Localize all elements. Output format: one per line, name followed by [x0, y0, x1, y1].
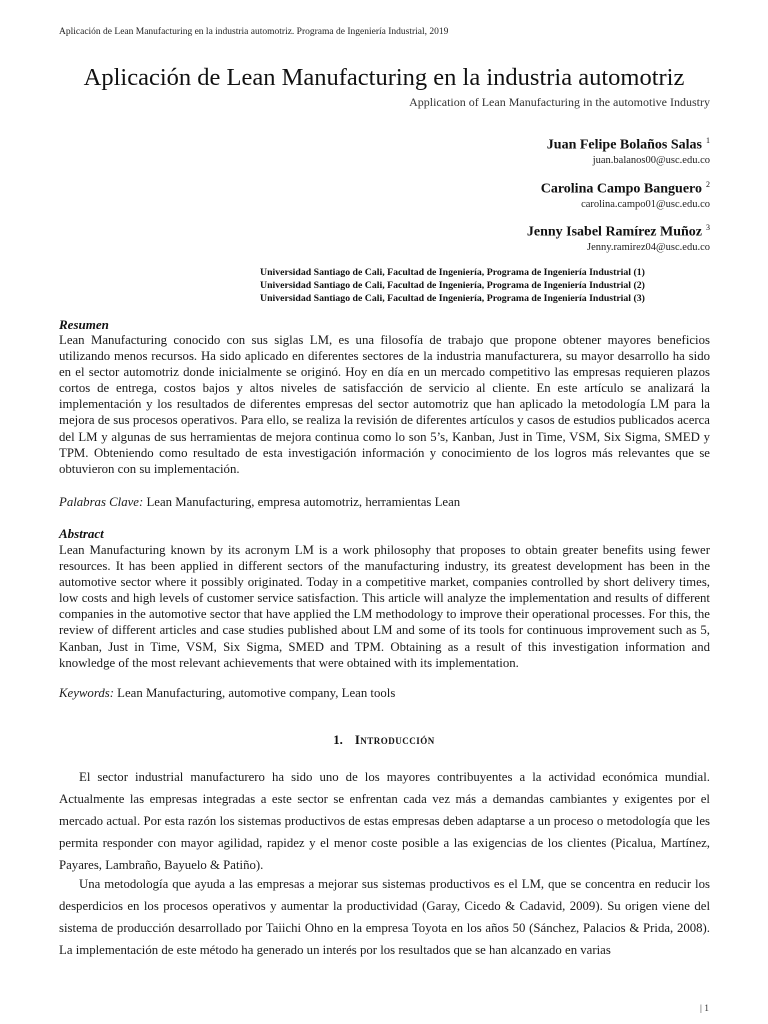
author-block-1 [547, 136, 710, 166]
abstract-heading: Abstract [59, 526, 104, 541]
resumen-text: Lean Manufacturing conocido con sus siglas LM, es una filosofía de trabajo que propone obtener mayores beneficios utilizando menos recursos. Ha sido aplicado en diferentes sectores de la industria manufacturera, su mayor desarrollo ha sido en el sector automotriz donde inicialmente se originó. Hoy en día en un mercado competitivo las empresas requieren plazos cortos de entrega, costos bajos y altos niveles de satisfacción de servicio al cliente. En este artículo se analizará la implementación y los resultados de diferentes empresas del sector automotriz que han aplicado la metodología LM para la mejora de sus procesos operativos. Para ello, se realiza la revisión de diferentes artículos y casos de estudios publicados acerca del LM y algunas de sus herramientas de mejora continua como lo son 5’s, Kanban, Just in Time, VSM, Six Sigma, SMED y TPM. Obteniendo como resultado de esta investigación información y conocimiento de los logros más relevantes que se obtuvieron con su implementación. [59, 333, 710, 476]
palabras-clave-text: Lean Manufacturing, empresa automotriz, herramientas Lean [143, 495, 461, 509]
affiliation-line: Universidad Santiago de Cali, Facultad de Ingeniería, Programa de Ingeniería Industrial (2) [260, 280, 645, 291]
section-number: 1. [333, 733, 343, 747]
author-block-2 [541, 180, 710, 210]
keywords-text: Lean Manufacturing, automotive company, Lean tools [113, 686, 396, 700]
section-heading-introduccion [0, 733, 768, 748]
keywords [59, 686, 395, 701]
paper-title: Aplicación de Lean Manufacturing en la industria automotriz [83, 64, 685, 91]
author-email: Jenny.ramirez04@usc.edu.co [587, 241, 710, 253]
abstract-text: Lean Manufacturing known by its acronym LM is a work philosophy that proposes to obtain greater benefits using fewer resources. It has been applied in different sectors of the manufacturing industry, its greatest development has been in the automotive sector where it possibly originated. Today in a competitive market, companies controlled by short delivery times, low costs and high levels of customer service satisfaction. This article will analyze the implementation and results of different companies in the automotive sector that have applied the LM methodology to improve their operational processes. For this, the review of different articles and case studies published about LM and some of its tools for continuous improvement such as 5, Kanban, Just in Time, VSM, Six Sigma, SMED and TPM. Obtaining as a result of this investigation information and knowledge of the most relevant achievements that were obtained with its implementation. [59, 543, 710, 670]
affiliation-mark: 1 [706, 136, 710, 145]
author-name: Jenny Isabel Ramírez Muñoz $^3$ [526, 223, 710, 240]
running-header: Aplicación de Lean Manufacturing en la industria automotriz. Programa de Ingeniería Industrial, 2019 [59, 27, 449, 37]
palabras-clave [59, 495, 460, 510]
keywords-label: Keywords: [59, 686, 114, 700]
page-number: | 1 [700, 1004, 710, 1014]
paper-subtitle: Application of Lean Manufacturing in the automotive Industry [409, 95, 710, 109]
affiliation-mark: 3 [706, 223, 710, 232]
author-name: Juan Felipe Bolaños Salas $^1$ [546, 136, 710, 153]
intro-paragraph-1: El sector industrial manufacturero ha sido uno de los mayores contribuyentes a la actividad económica mundial. Actualmente las empresas integradas a este sector se enfrentan cada vez más a demandas cambiantes y exigentes por el mercado actual. Por esta razón los sistemas productivos de estas empresas deben adaptarse a un proceso o metodología que les permita responder con mayor agilidad, rapidez y el menor coste posible a las exigencias de los clientes (Picalua, Martínez, Payares, Lambraño, Bayuelo & Patiño). [59, 770, 710, 872]
author-name: Carolina Campo Banguero $^2$ [540, 180, 710, 197]
author-email: carolina.campo01@usc.edu.co [581, 198, 710, 210]
author-block-3 [527, 223, 710, 253]
affiliations [260, 266, 645, 305]
affiliation-line: Universidad Santiago de Cali, Facultad de Ingeniería, Programa de Ingeniería Industrial (3) [260, 293, 645, 304]
resumen-heading: Resumen [59, 317, 109, 332]
intro-paragraph-2: Una metodología que ayuda a las empresas a mejorar sus sistemas productivos es el LM, que se concentra en reducir los desperdicios en los procesos operativos y aumentar la productividad (Garay, Cicedo & Cadavid, 2009). Su origen viene del sistema de producción desarrollado por Taiichi Ohno en la empresa Toyota en los años 50 (Sánchez, Palacios & Prida, 2008). La implementación de este método ha generado un interés por los resultados que se han alcanzado en varias [59, 877, 710, 957]
section-title: Introducción [354, 733, 435, 747]
author-email: juan.balanos00@usc.edu.co [592, 154, 710, 166]
affiliation-mark: 2 [706, 180, 710, 189]
palabras-clave-label: Palabras Clave: [59, 495, 144, 509]
affiliation-line: Universidad Santiago de Cali, Facultad de Ingeniería, Programa de Ingeniería Industrial (1) [260, 267, 645, 278]
